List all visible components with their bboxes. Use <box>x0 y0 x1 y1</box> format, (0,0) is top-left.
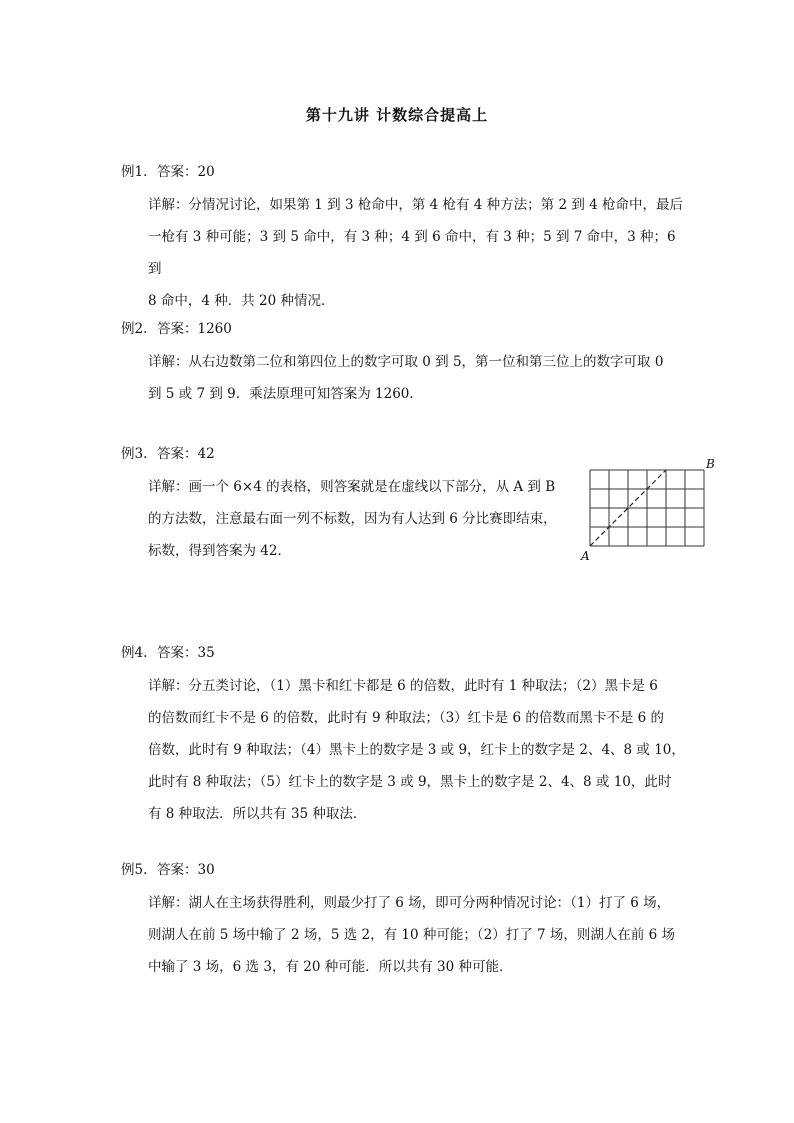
page-title: 第十九讲 计数综合提高上 <box>305 106 489 124</box>
explanation-line: 详解：湖人在主场获得胜利，则最少打了 6 场，即可分两种情况讨论：（1）打了 6 场， <box>148 895 671 911</box>
example-4 <box>121 643 686 830</box>
explanation-line: 倍数，此时有 9 种取法；（4）黑卡上的数字是 3 或 9，红卡上的数字是 2、4、8 或 10， <box>148 742 685 758</box>
explanation-line: 详解：分情况讨论，如果第 1 到 3 枪命中，第 4 枪有 4 种方法；第 2 到 4 枪命中，最后 <box>148 197 684 213</box>
explanation <box>148 887 686 983</box>
example-1 <box>121 162 686 317</box>
explanation <box>148 670 686 830</box>
example-header <box>121 860 686 880</box>
example-label: 例4. <box>121 645 148 661</box>
example-header <box>121 444 568 464</box>
grid-figure <box>580 458 720 564</box>
explanation-line: 的方法数，注意最右面一列不标数，因为有人达到 6 分比赛即结束， <box>148 511 557 527</box>
explanation-line: 一枪有 3 种可能；3 到 5 命中，有 3 种；4 到 6 命中，有 3 种；5 到 7 命中，3 种；6 到 <box>148 229 676 277</box>
example-header <box>121 162 686 182</box>
answer-text: 答案：1260 <box>157 321 232 337</box>
example-2 <box>121 319 686 410</box>
answer-text: 答案：42 <box>157 446 215 462</box>
example-header <box>121 319 686 339</box>
grid-lines <box>590 470 704 546</box>
point-b-label: B <box>706 457 715 471</box>
explanation-line: 则湖人在前 5 场中输了 2 场，5 选 2，有 10 种可能；（2）打了 7 场，则湖人在前 6 场 <box>148 927 676 943</box>
answer-text: 答案：35 <box>157 645 215 661</box>
explanation <box>148 471 568 567</box>
example-5 <box>121 860 686 983</box>
example-label: 例1. <box>121 164 148 180</box>
explanation-line: 中输了 3 场，6 选 3，有 20 种可能．所以共有 30 种可能． <box>148 959 513 975</box>
explanation-line: 有 8 种取法．所以共有 35 种取法． <box>148 806 367 822</box>
example-header <box>121 643 686 663</box>
explanation <box>148 346 686 410</box>
answer-text: 答案：30 <box>157 862 215 878</box>
point-a-label: A <box>581 549 590 563</box>
example-label: 例5. <box>121 862 148 878</box>
explanation-line: 详解：分五类讨论，（1）黑卡和红卡都是 6 的倍数，此时有 1 种取法；（2）黑卡是 6 <box>148 678 658 694</box>
example-label: 例2. <box>121 321 148 337</box>
explanation-line: 的倍数而红卡不是 6 的倍数，此时有 9 种取法；（3）红卡是 6 的倍数而黑卡不是 6 的 <box>148 710 665 726</box>
explanation-line: 标数，得到答案为 42． <box>148 543 291 559</box>
answer-text: 答案：20 <box>157 164 215 180</box>
explanation-line: 8 命中，4 种．共 20 种情况． <box>148 293 335 309</box>
explanation-line: 详解：从右边数第二位和第四位上的数字可取 0 到 5，第一位和第三位上的数字可取 0 <box>148 354 664 370</box>
example-label: 例3. <box>121 446 148 462</box>
explanation <box>148 189 686 317</box>
example-3 <box>121 444 568 567</box>
explanation-line: 此时有 8 种取法；（5）红卡上的数字是 3 或 9，黑卡上的数字是 2、4、8 或 10，此时 <box>148 774 672 790</box>
explanation-line: 到 5 或 7 到 9．乘法原理可知答案为 1260． <box>148 386 423 402</box>
explanation-line: 详解：画一个 6×4 的表格，则答案就是在虚线以下部分，从 A 到 B <box>148 479 556 495</box>
